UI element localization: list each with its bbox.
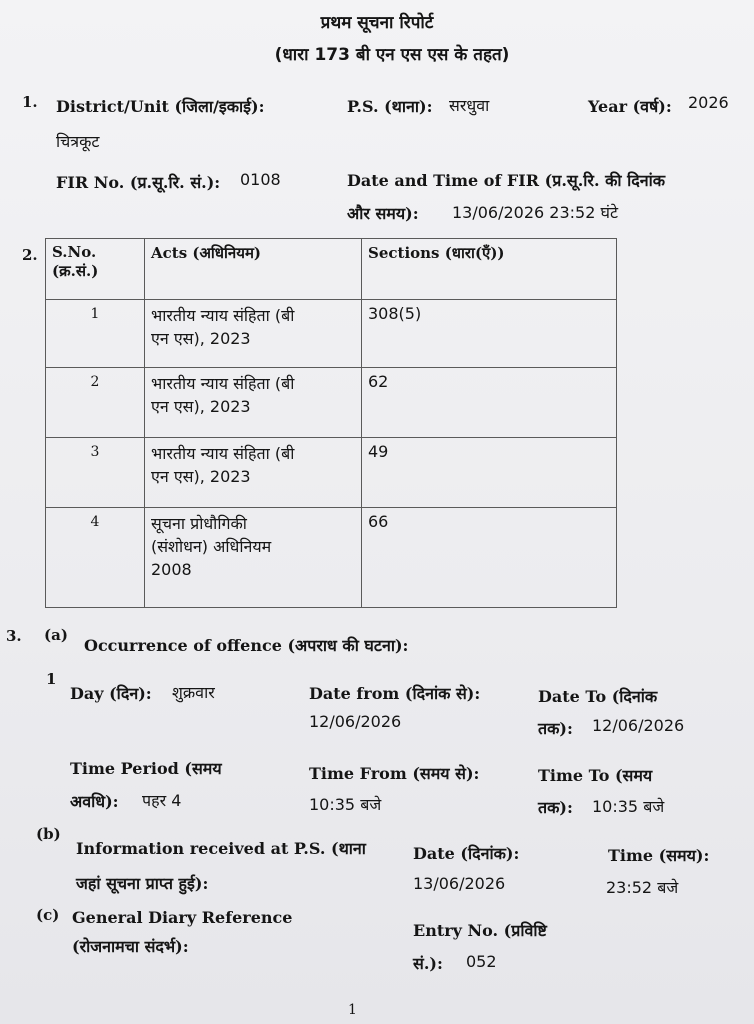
sections-header: Sections (धारा(एँ)) [362, 239, 617, 300]
info-received-label-cont: जहां सूचना प्राप्त हुई): [76, 874, 209, 893]
row-act-line2: (संशोधन) अधिनियम [151, 537, 272, 556]
row-act-line1: भारतीय न्याय संहिता (बी [151, 306, 295, 325]
ps-value: सरधुवा [449, 96, 490, 115]
fir-datetime-label-cont: और समय): [347, 204, 419, 223]
gd-reference-label-cont: (रोजनामचा संदर्भ): [72, 937, 189, 956]
row-sno: 1 [46, 300, 145, 368]
district-label: District/Unit (जिला/इकाई): [56, 97, 265, 116]
row-sno: 3 [46, 438, 145, 508]
date-to-label-cont: तक): [538, 719, 573, 738]
row-act [145, 438, 362, 508]
acts-table [45, 238, 617, 608]
row-section: 49 [362, 438, 617, 508]
gd-reference-label: General Diary Reference [72, 908, 293, 927]
table-row [46, 508, 617, 608]
page-number: 1 [348, 1002, 357, 1018]
time-period-label-cont: अवधि): [70, 792, 119, 811]
row-sno: 2 [46, 368, 145, 438]
section-2-number: 2. [22, 246, 38, 264]
time-to-label-cont: तक): [538, 798, 573, 817]
entry-no-label-cont: सं.): [413, 954, 443, 973]
year-value: 2026 [688, 93, 729, 112]
subsection-a-marker: (a) [44, 626, 68, 644]
row-section: 62 [362, 368, 617, 438]
date-from-label: Date from (दिनांक से): [309, 684, 481, 703]
row-act-line1: भारतीय न्याय संहिता (बी [151, 444, 295, 463]
occurrence-item-number: 1 [46, 670, 57, 688]
time-to-label: Time To (समय [538, 766, 653, 785]
received-time-value: 23:52 बजे [606, 878, 679, 897]
date-to-label: Date To (दिनांक [538, 687, 658, 706]
entry-no-value: 052 [466, 952, 497, 971]
fir-datetime-label: Date and Time of FIR (प्र.सू.रि. की दिनांक [347, 171, 666, 190]
document-subtitle: (धारा 173 बी एन एस एस के तहत) [274, 45, 510, 65]
sno-header [46, 239, 145, 300]
time-from-value: 10:35 बजे [309, 795, 382, 814]
entry-no-label: Entry No. (प्रविष्टि [413, 921, 547, 940]
acts-table-header [46, 239, 617, 300]
row-sno: 4 [46, 508, 145, 608]
received-date-value: 13/06/2026 [413, 874, 506, 893]
time-period-label: Time Period (समय [70, 759, 222, 778]
row-act-line1: सूचना प्रोधौगिकी [151, 514, 247, 533]
row-act [145, 300, 362, 368]
subsection-b-marker: (b) [36, 825, 61, 843]
time-to-value: 10:35 बजे [592, 797, 665, 816]
row-act [145, 508, 362, 608]
table-row [46, 368, 617, 438]
received-date-label: Date (दिनांक): [413, 844, 520, 863]
subsection-c-marker: (c) [36, 906, 60, 924]
year-label: Year (वर्ष): [588, 97, 672, 116]
fir-no-label: FIR No. (प्र.सू.रि. सं.): [56, 173, 221, 192]
time-period-value: पहर 4 [142, 791, 182, 810]
row-act-line3: 2008 [151, 560, 192, 579]
row-act-line2: एन एस), 2023 [151, 329, 251, 348]
occurrence-title: Occurrence of offence (अपराध की घटना): [84, 636, 409, 655]
info-received-label: Information received at P.S. (थाना [76, 839, 366, 858]
fir-datetime-value: 13/06/2026 23:52 घंटे [452, 203, 619, 222]
row-act-line1: भारतीय न्याय संहिता (बी [151, 374, 295, 393]
received-time-label: Time (समय): [608, 846, 710, 865]
sno-header-line2: (क्र.सं.) [52, 262, 99, 280]
day-label: Day (दिन): [70, 684, 152, 703]
date-from-value: 12/06/2026 [309, 712, 402, 731]
row-section: 308(5) [362, 300, 617, 368]
table-row [46, 300, 617, 368]
table-row [46, 438, 617, 508]
row-act-line2: एन एस), 2023 [151, 397, 251, 416]
section-1-number: 1. [22, 93, 38, 111]
row-act [145, 368, 362, 438]
sno-header-line1: S.No. [52, 243, 97, 261]
document-title: प्रथम सूचना रिपोर्ट [320, 13, 434, 33]
section-3-number: 3. [6, 627, 22, 645]
time-from-label: Time From (समय से): [309, 764, 480, 783]
date-to-value: 12/06/2026 [592, 716, 685, 735]
row-section: 66 [362, 508, 617, 608]
row-act-line2: एन एस), 2023 [151, 467, 251, 486]
day-value: शुक्रवार [172, 683, 215, 702]
district-value: चित्रकूट [56, 132, 100, 151]
fir-no-value: 0108 [240, 170, 281, 189]
ps-label: P.S. (थाना): [347, 97, 433, 116]
acts-header: Acts (अधिनियम) [145, 239, 362, 300]
